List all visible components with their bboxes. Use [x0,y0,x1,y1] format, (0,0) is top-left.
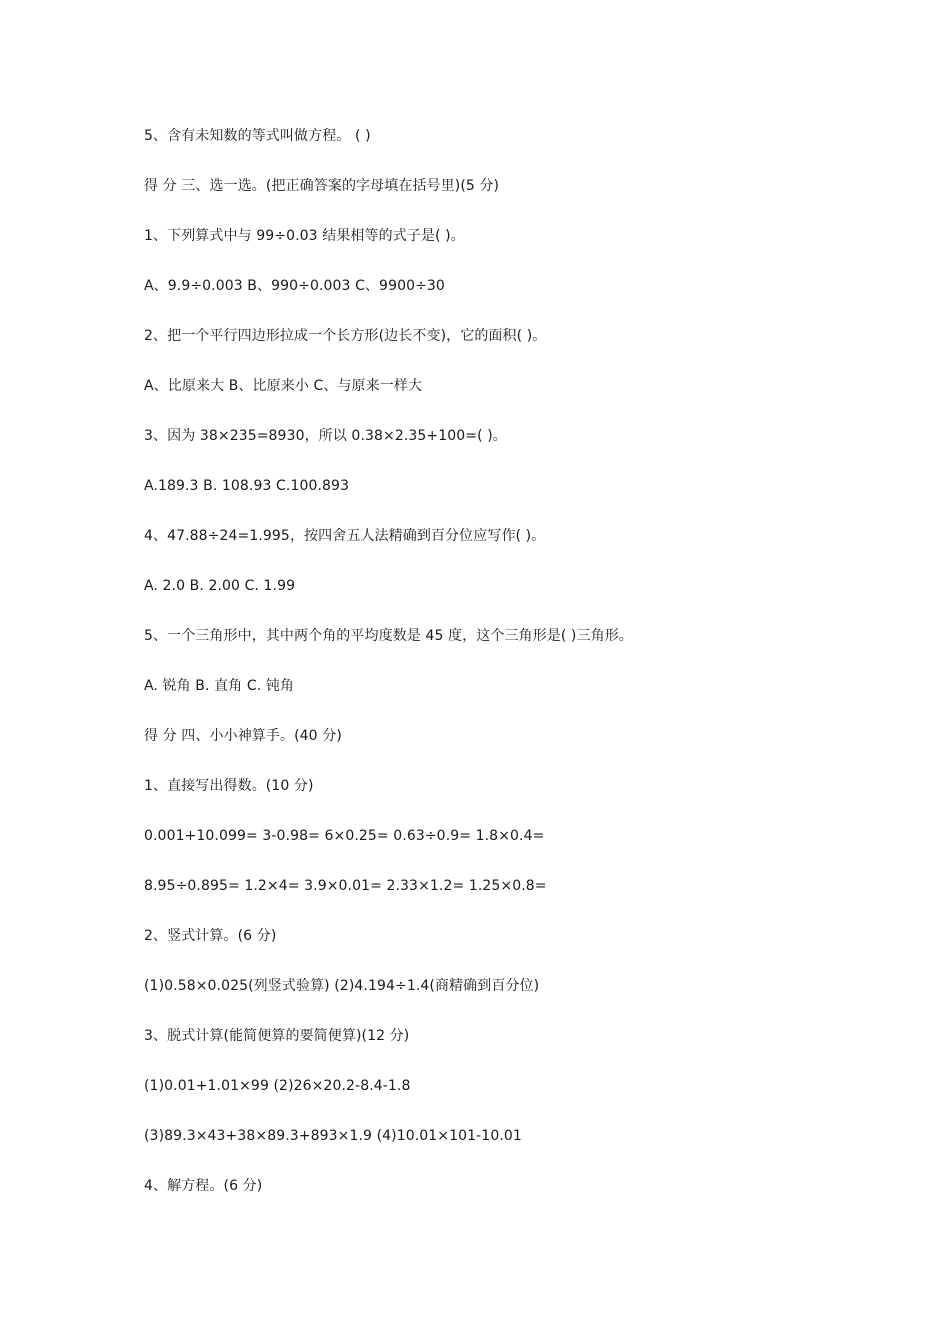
section-3-heading: 得 分 三、选一选。(把正确答案的字母填在括号里)(5 分) [144,178,500,194]
calc-task-2-heading: 2、竖式计算。(6 分) [144,928,277,944]
choice-options-1: A、9.9÷0.003 B、990÷0.003 C、9900÷30 [144,278,445,294]
choice-options-4: A. 2.0 B. 2.00 C. 1.99 [144,578,296,594]
calc-task-3-row-1: (1)0.01+1.01×99 (2)26×20.2-8.4-1.8 [144,1078,411,1094]
calc-task-4-heading: 4、解方程。(6 分) [144,1178,263,1194]
choice-question-1: 1、下列算式中与 99÷0.03 结果相等的式子是( )。 [144,228,465,244]
calc-task-3-heading: 3、脱式计算(能简便算的要简便算)(12 分) [144,1028,410,1044]
choice-options-3: A.189.3 B. 108.93 C.100.893 [144,478,350,494]
calc-task-2-items: (1)0.58×0.025(列竖式验算) (2)4.194÷1.4(商精确到百分位) [144,978,540,994]
calc-task-1-heading: 1、直接写出得数。(10 分) [144,778,314,794]
true-false-item-5: 5、含有未知数的等式叫做方程。 ( ) [144,128,371,144]
choice-question-5: 5、一个三角形中，其中两个角的平均度数是 45 度，这个三角形是( )三角形。 [144,628,633,644]
section-4-heading: 得 分 四、小小神算手。(40 分) [144,728,342,744]
calc-task-1-row-1: 0.001+10.099= 3-0.98= 6×0.25= 0.63÷0.9= 1.8×0.4= [144,828,545,844]
calc-task-1-row-2: 8.95÷0.895= 1.2×4= 3.9×0.01= 2.33×1.2= 1.25×0.8= [144,878,547,894]
choice-question-4: 4、47.88÷24=1.995，按四舍五人法精确到百分位应写作( )。 [144,528,546,544]
calc-task-3-row-2: (3)89.3×43+38×89.3+893×1.9 (4)10.01×101-10.01 [144,1128,522,1144]
choice-options-2: A、比原来大 B、比原来小 C、与原来一样大 [144,378,423,394]
choice-question-2: 2、把一个平行四边形拉成一个长方形(边长不变)，它的面积( )。 [144,328,547,344]
choice-options-5: A. 锐角 B. 直角 C. 钝角 [144,678,295,694]
choice-question-3: 3、因为 38×235=8930，所以 0.38×2.35+100=( )。 [144,428,507,444]
